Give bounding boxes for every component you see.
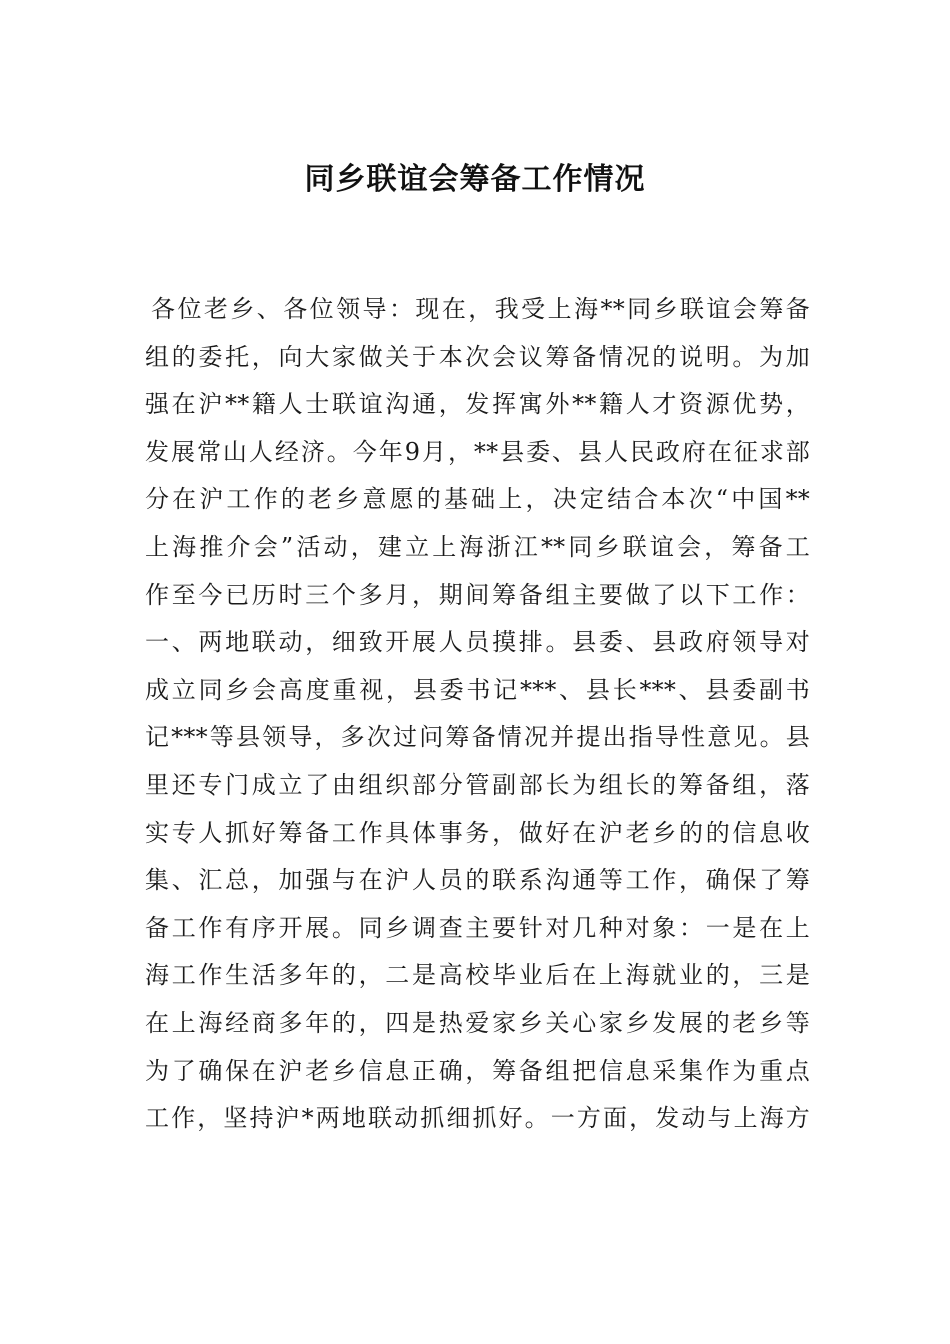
- paragraph-line: 里还专门成立了由组织部分管副部长为组长的筹备组，落: [145, 770, 810, 799]
- paragraph-line: 分在沪工作的老乡意愿的基础上，决定结合本次“中国**: [145, 485, 810, 514]
- paragraph-line: 一、两地联动，细致开展人员摸排。县委、县政府领导对: [145, 628, 810, 657]
- paragraph-line: 海工作生活多年的，二是高校毕业后在上海就业的，三是: [145, 961, 810, 990]
- paragraph-line: 集、汇总，加强与在沪人员的联系沟通等工作，确保了筹: [145, 866, 810, 895]
- paragraph-line: 实专人抓好筹备工作具体事务，做好在沪老乡的的信息收: [145, 818, 810, 847]
- paragraph-line: 在上海经商多年的，四是热爱家乡关心家乡发展的老乡等: [145, 1008, 810, 1037]
- paragraph-line: 记***等县领导，多次过问筹备情况并提出指导性意见。县: [145, 723, 810, 752]
- paragraph-line: 各位老乡、各位领导：现在，我受上海**同乡联谊会筹备: [151, 295, 810, 323]
- paragraph-line: 备工作有序开展。同乡调查主要针对几种对象：一是在上: [145, 913, 810, 942]
- paragraph-line: 上海推介会”活动，建立上海浙江**同乡联谊会，筹备工: [145, 532, 810, 561]
- paragraph-line: 发展常山人经济。今年9月，**县委、县人民政府在征求部: [145, 437, 810, 466]
- paragraph-line: 工作，坚持沪*两地联动抓细抓好。一方面，发动与上海方: [145, 1104, 810, 1133]
- paragraph-line: 为了确保在沪老乡信息正确，筹备组把信息采集作为重点: [145, 1056, 810, 1085]
- paragraph-line: 作至今已历时三个多月，期间筹备组主要做了以下工作：: [145, 580, 810, 609]
- paragraph-line: 成立同乡会高度重视，县委书记***、县长***、县委副书: [145, 675, 810, 704]
- document-body: [145, 286, 810, 1143]
- paragraph-line: 组的委托，向大家做关于本次会议筹备情况的说明。为加: [145, 342, 810, 371]
- paragraph-line: 强在沪**籍人士联谊沟通，发挥寓外**籍人才资源优势，: [145, 390, 810, 419]
- document-title: 同乡联谊会筹备工作情况: [304, 162, 646, 197]
